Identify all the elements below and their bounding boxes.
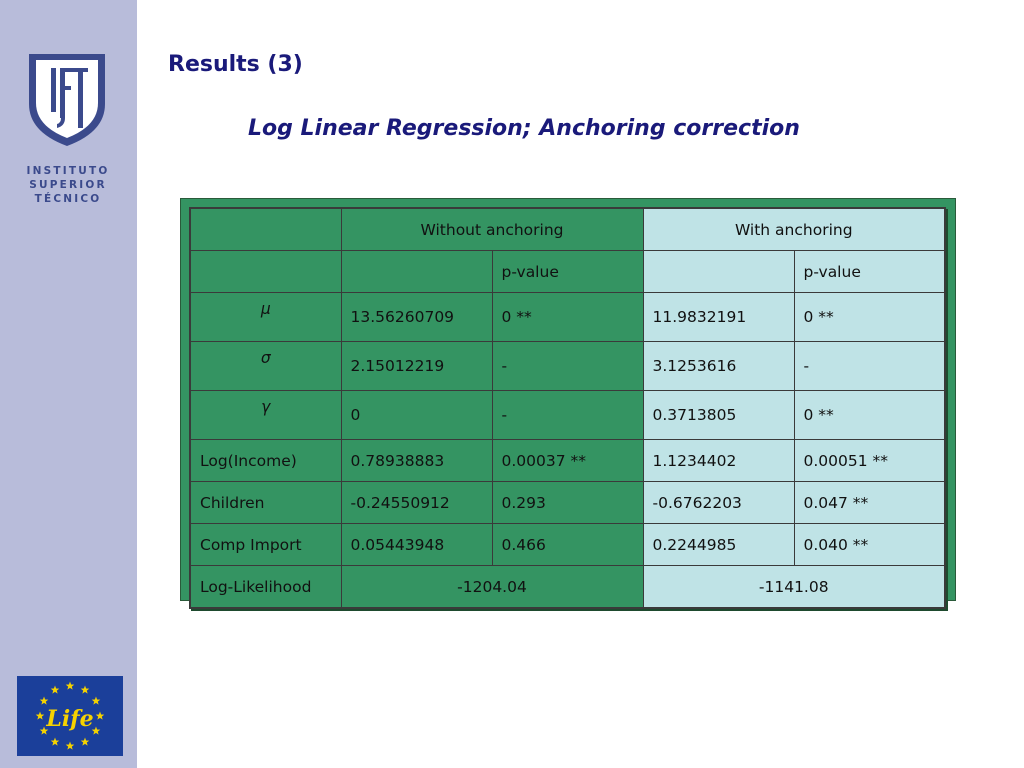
empty-subheader-cell xyxy=(190,251,341,293)
cell-with: 0.2244985 xyxy=(643,524,794,566)
cell-without: 2.15012219 xyxy=(341,342,492,391)
cell-without-pvalue: 0.466 xyxy=(492,524,643,566)
eu-life-logo xyxy=(17,676,123,756)
cell-without: 13.56260709 xyxy=(341,293,492,342)
eu-star-icon xyxy=(81,737,90,745)
cell-with-pvalue: 0.047 ** xyxy=(794,482,945,524)
eu-star-icon xyxy=(40,697,49,705)
table-row-log-likelihood xyxy=(190,566,945,609)
ist-line-1: INSTITUTO xyxy=(26,165,110,177)
cell-without: -0.24550912 xyxy=(341,482,492,524)
table-row-log-income xyxy=(190,440,945,482)
cell-with: -0.6762203 xyxy=(643,482,794,524)
slide-subtitle: Log Linear Regression; Anchoring correction xyxy=(248,116,800,141)
table-subheader-row xyxy=(190,251,945,293)
ist-logo xyxy=(22,48,114,223)
row-label-gamma: γ xyxy=(190,391,341,440)
cell-without: 0.78938883 xyxy=(341,440,492,482)
cell-with-pvalue: - xyxy=(794,342,945,391)
eu-star-icon xyxy=(66,682,75,690)
row-label-sigma: σ xyxy=(190,342,341,391)
cell-with: 0.3713805 xyxy=(643,391,794,440)
row-label-log-income: Log(Income) xyxy=(190,440,341,482)
table-row-sigma xyxy=(190,342,945,391)
ist-shield-icon xyxy=(27,52,107,148)
table-row-mu xyxy=(190,293,945,342)
cell-with-pvalue: 0.040 ** xyxy=(794,524,945,566)
header-without-anchoring: Without anchoring xyxy=(341,208,643,251)
cell-without-pvalue: 0.293 xyxy=(492,482,643,524)
slide-title: Results (3) xyxy=(168,52,303,77)
results-table-frame xyxy=(180,198,956,601)
cell-without-pvalue: 0.00037 ** xyxy=(492,440,643,482)
eu-star-icon xyxy=(92,697,101,705)
table-row-children xyxy=(190,482,945,524)
eu-star-icon xyxy=(96,712,105,720)
row-label-children: Children xyxy=(190,482,341,524)
table-row-comp-import xyxy=(190,524,945,566)
results-table xyxy=(189,207,946,609)
ist-line-2: SUPERIOR xyxy=(29,179,107,191)
cell-with: 11.9832191 xyxy=(643,293,794,342)
cell-with: 3.1253616 xyxy=(643,342,794,391)
eu-star-icon xyxy=(66,742,75,750)
row-label-log-likelihood: Log-Likelihood xyxy=(190,566,341,609)
subheader-pvalue-with: p-value xyxy=(794,251,945,293)
eu-star-icon xyxy=(81,686,90,694)
table-header-row xyxy=(190,208,945,251)
cell-without-pvalue: - xyxy=(492,342,643,391)
cell-without-pvalue: - xyxy=(492,391,643,440)
empty-subheader-cell xyxy=(643,251,794,293)
cell-with-pvalue: 0.00051 ** xyxy=(794,440,945,482)
cell-with-pvalue: 0 ** xyxy=(794,293,945,342)
header-with-anchoring: With anchoring xyxy=(643,208,945,251)
eu-stars-icon xyxy=(17,676,123,756)
empty-header-cell xyxy=(190,208,341,251)
cell-without: 0 xyxy=(341,391,492,440)
ist-line-3: TÉCNICO xyxy=(34,193,102,205)
loglik-without: -1204.04 xyxy=(341,566,643,609)
eu-star-icon xyxy=(51,737,60,745)
life-wordmark: Life xyxy=(46,706,94,732)
subheader-pvalue-without: p-value xyxy=(492,251,643,293)
ist-wordmark xyxy=(22,164,114,206)
eu-star-icon xyxy=(36,712,45,720)
cell-with: 1.1234402 xyxy=(643,440,794,482)
cell-with-pvalue: 0 ** xyxy=(794,391,945,440)
row-label-comp-import: Comp Import xyxy=(190,524,341,566)
cell-without: 0.05443948 xyxy=(341,524,492,566)
table-row-gamma xyxy=(190,391,945,440)
loglik-with: -1141.08 xyxy=(643,566,945,609)
sidebar xyxy=(0,0,137,768)
empty-subheader-cell xyxy=(341,251,492,293)
cell-without-pvalue: 0 ** xyxy=(492,293,643,342)
eu-star-icon xyxy=(51,686,60,694)
row-label-mu: μ xyxy=(190,293,341,342)
